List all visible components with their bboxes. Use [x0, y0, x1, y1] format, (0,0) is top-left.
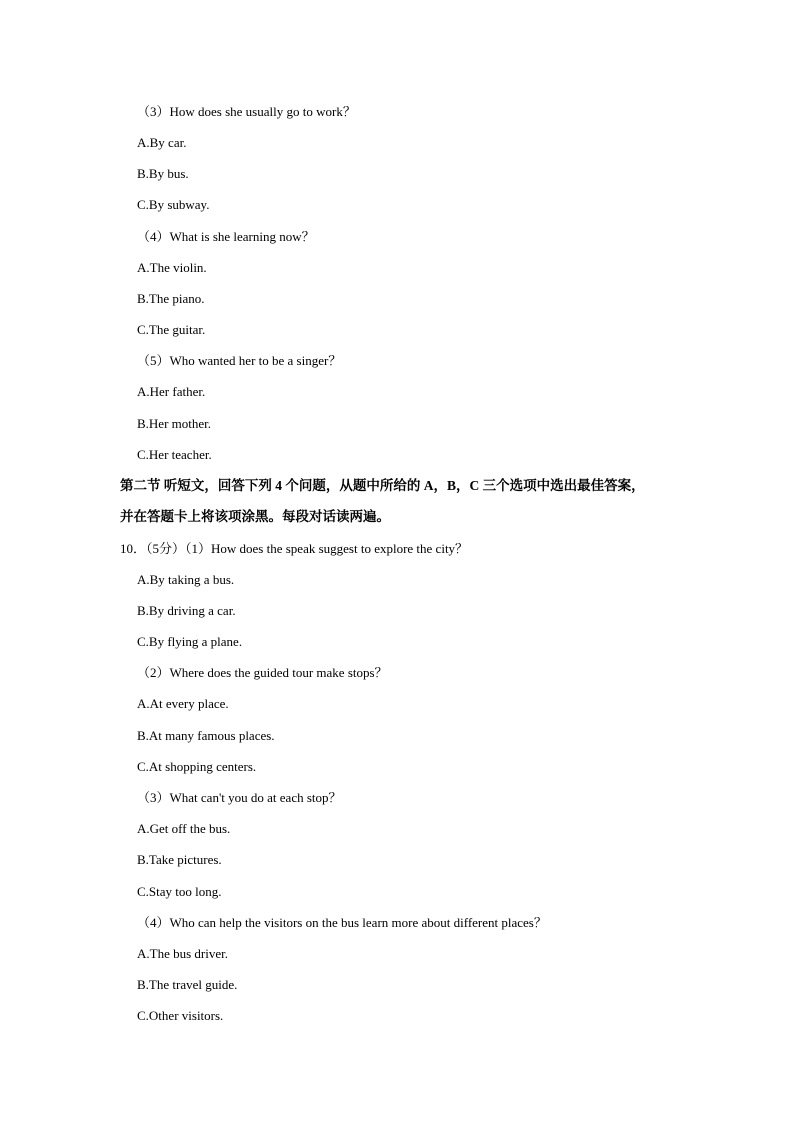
q10-1-option-a: A.By taking a bus. — [137, 572, 235, 587]
question-3-option-a: A.By car. — [137, 135, 187, 150]
q10-1-option-b: B.By driving a car. — [137, 603, 236, 618]
q10-2-option-b: B.At many famous places. — [137, 728, 275, 743]
question-5-option-b: B.Her mother. — [137, 416, 212, 431]
question-4-option-b: B.The piano. — [137, 291, 205, 306]
question-3-option-b: B.By bus. — [137, 166, 189, 181]
q10-4-option-a: A.The bus driver. — [137, 946, 228, 961]
q10-3-option-a: A.Get off the bus. — [137, 821, 231, 836]
q10-4-option-c: C.Other visitors. — [137, 1008, 224, 1023]
q10-2-option-c: C.At shopping centers. — [137, 759, 257, 774]
question-3-option-c: C.By subway. — [137, 197, 210, 212]
question-5-option-c: C.Her teacher. — [137, 447, 212, 462]
question-3-stem: （3）How does she usually go to work？ — [137, 104, 356, 119]
question-4-stem: （4）What is she learning now？ — [137, 229, 315, 244]
q10-4-stem: （4）Who can help the visitors on the bus learn more about different places？ — [137, 915, 547, 930]
q10-1-option-c: C.By flying a plane. — [137, 634, 243, 649]
q10-3-option-b: B.Take pictures. — [137, 852, 222, 867]
question-5-option-a: A.Her father. — [137, 384, 206, 399]
question-10-intro: 10．（5分）（1）How does the speak suggest to explore the city？ — [120, 541, 469, 556]
question-5-stem: （5）Who wanted her to be a singer？ — [137, 353, 342, 368]
q10-2-option-a: A.At every place. — [137, 696, 229, 711]
q10-2-stem: （2）Where does the guided tour make stops？ — [137, 665, 388, 680]
section-2-heading-line-1: 第二节 听短文，回答下列 4 个问题，从题中所给的 A，B，C 三个选项中选出最佳答案， — [120, 478, 645, 493]
q10-3-stem: （3）What can't you do at each stop？ — [137, 790, 342, 805]
question-4-option-a: A.The violin. — [137, 260, 207, 275]
q10-4-option-b: B.The travel guide. — [137, 977, 238, 992]
question-4-option-c: C.The guitar. — [137, 322, 206, 337]
q10-3-option-c: C.Stay too long. — [137, 884, 222, 899]
section-2-heading-line-2: 并在答题卡上将该项涂黑。每段对话读两遍。 — [120, 509, 390, 524]
